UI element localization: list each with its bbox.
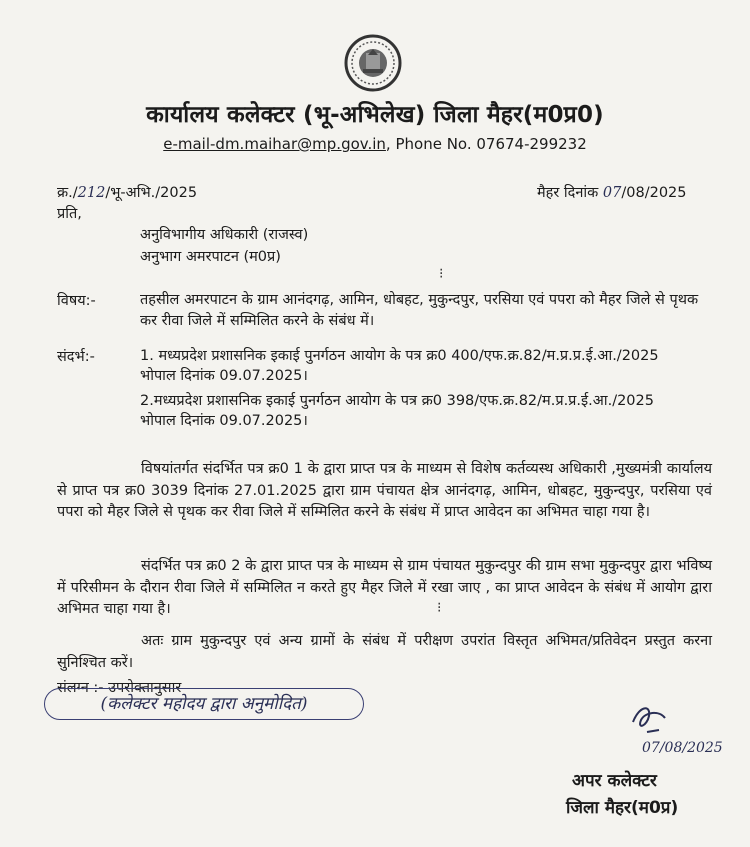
reference-number — [57, 182, 197, 202]
punch-mark: ⁝ — [439, 266, 444, 282]
designation-line-2: जिला मैहर(म0प्र) — [566, 798, 679, 818]
ref-number-handwritten: 212 — [77, 185, 106, 201]
reference-2-line-1: 2.मध्यप्रदेश प्रशासनिक इकाई पुनर्गठन आयोग के पत्र क्र0 398/एफ.क्र.82/म.प्र.प्र.ई.आ./2025 — [140, 393, 654, 409]
signature-date-handwritten: 07/08/2025 — [642, 740, 723, 756]
reference-1-line-1: 1. मध्यप्रदेश प्रशासनिक इकाई पुनर्गठन आयोग के पत्र क्र0 400/एफ.क्र.82/म.प्र.प्र.ई.आ./2025 — [140, 348, 659, 364]
designation-line-1: अपर कलेक्टर — [572, 771, 657, 791]
addressee-line-2: अनुभाग अमरपाटन (म0प्र) — [140, 249, 281, 265]
letter-date — [537, 182, 687, 202]
punch-mark: ⁝ — [437, 600, 442, 616]
subject-text: तहसील अमरपाटन के ग्राम आनंदगढ़, आमिन, धोबहट, मुकुन्दपुर, परसिया एवं पपरा को मैहर जिले से पृथक कर रीवा जिले में सम्मिलित करने के संबंध में। — [140, 292, 699, 329]
date-prefix: मैहर दिनांक — [537, 185, 603, 201]
reference-item-2 — [140, 391, 712, 431]
reference-2-line-2: भोपाल दिनांक 09.07.2025। — [140, 413, 308, 429]
signature-mark — [625, 702, 675, 738]
phone-number: , Phone No. 07674-299232 — [385, 135, 587, 153]
approval-note-handwritten: (कलेक्टर महोदय द्वारा अनुमोदित) — [44, 688, 364, 720]
date-suffix: /08/2025 — [621, 185, 687, 201]
email-link[interactable]: e-mail-dm.maihar@mp.gov.in — [163, 135, 386, 153]
office-title: कार्यालय कलेक्टर (भू-अभिलेख) जिला मैहर(म0प्र0) — [146, 102, 604, 128]
reference-1-line-2: भोपाल दिनांक 09.07.2025। — [140, 368, 308, 384]
ref-suffix: /भू-अभि./2025 — [105, 185, 198, 201]
references-list — [140, 346, 712, 431]
subject-label: विषय:- — [57, 293, 96, 309]
prati-label: प्रति, — [57, 206, 82, 222]
body-paragraph-1: विषयांतर्गत संदर्भित पत्र क्र0 1 के द्वारा प्राप्त पत्र के माध्यम से विशेष कर्तव्यस्थ अधिकारी ,मुख्यमंत्री कार्यालय से प्राप्त पत्र क्र0 3039 दिनांक 27.01.2025 द्वारा ग्राम पंचायत क्षेत्र आनंदगढ़, आमिन, धोबहट, मुकुन्दपुर, परसिया एवं पपरा को मैहर जिले से पृथक कर रीवा जिले में सम्मिलित करने के संबंध में प्राप्त आवेदन का अभिमत चाहा गया है। — [57, 461, 712, 520]
addressee-line-1: अनुविभागीय अधिकारी (राजस्व) — [140, 227, 309, 243]
references-label: संदर्भ:- — [57, 349, 95, 365]
government-emblem-icon — [340, 33, 406, 93]
date-day-handwritten: 07 — [602, 185, 622, 201]
contact-line — [0, 135, 750, 153]
enclosure-note: संलग्न :- उपरोक्तानुसार — [57, 680, 182, 696]
reference-item-1 — [140, 346, 712, 386]
body-paragraph-3: अतः ग्राम मुकुन्दपुर एवं अन्य ग्रामों के संबंध में परीक्षण उपरांत विस्तृत अभिमत/प्रतिवेदन प्रस्तुत करना सुनिश्चित करें। — [57, 633, 712, 671]
body-paragraph-2: संदर्भित पत्र क्र0 2 के द्वारा प्राप्त पत्र के माध्यम से ग्राम पंचायत मुकुन्दपुर की ग्राम सभा मुकुन्दपुर द्वारा भविष्य में परिसीमन के दौरान रीवा जिले में सम्मिलित न करते हुए मैहर जिले में रखा जाए , का प्राप्त आवेदन के संबंध में आयोग द्वारा अभिमत चाहा गया है। — [57, 558, 712, 617]
ref-prefix: क्र./ — [57, 185, 78, 201]
